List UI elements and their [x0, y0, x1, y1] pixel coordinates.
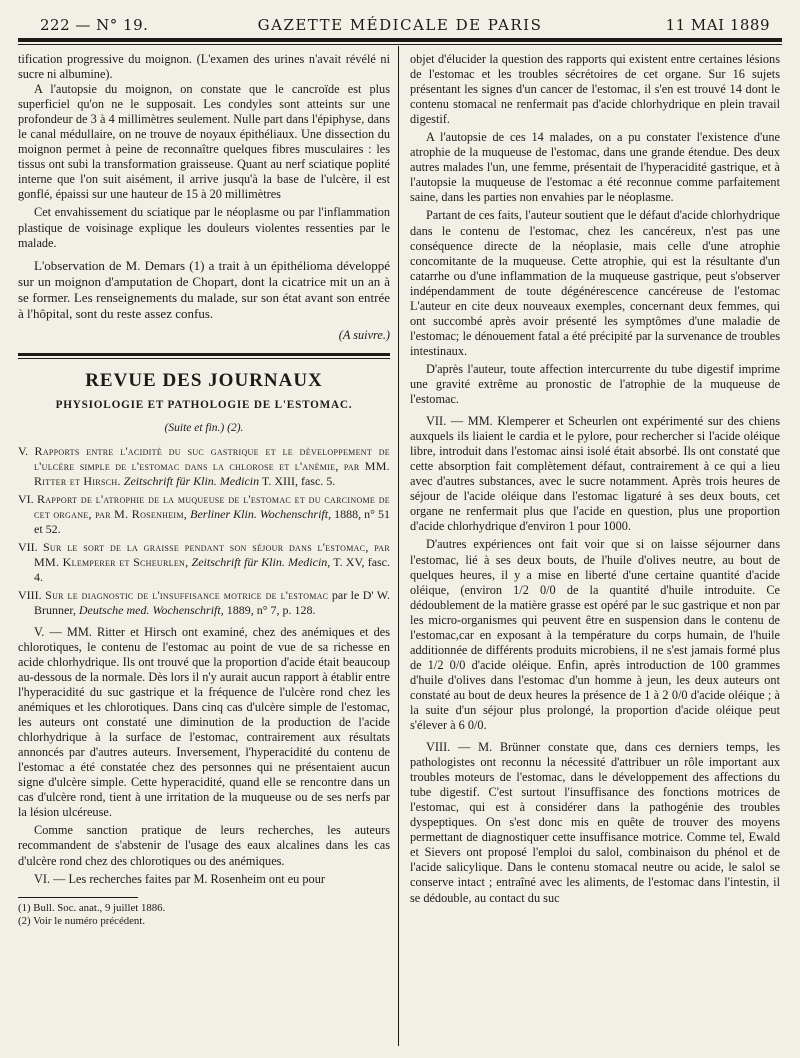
page-header [20, 12, 780, 36]
journal-title: GAZETTE MÉDICALE DE PARIS [257, 16, 543, 34]
paragraph: D'après l'auteur, toute affection intercurrente du tube digestif imprime une gravité extrême au pronostic de l'atrophie de la muqueuse de l'estomac. [410, 361, 780, 407]
footnote: (2) Voir le numéro précédent. [18, 915, 146, 928]
header-rule-thin [18, 44, 782, 45]
to-be-continued: (A suivre.) [338, 327, 390, 342]
section-rule [18, 353, 390, 356]
paragraph: L'observation de M. Demars (1) a trait à un épithélioma développé sur un moignon d'amputation de Chopart, dont la cicatrice mit un an à se former. Les renseignements du malade, sur son état avant son entrée à l'hôpital, sont du reste assez confus. [18, 257, 390, 321]
paragraph: A l'autopsie de ces 14 malades, on a pu constater l'existence d'une atrophie de la muqueuse de l'estomac, dans une grande étendue. Des deux autres malades l'un, une femme, présentait de l'hyperacidité gastrique, et à l'autopsie la muqueuse de l'estomac a été reconnue comme parfaitement saine, dans les parties non envahies par le néoplasme. [410, 130, 780, 205]
paragraph: VII. — MM. Klemperer et Scheurlen ont expérimenté sur des chiens auxquels ils liaient le cardia et le pylore, pour rechercher si l'acide oléique libre, introduit dans l'estomac ainsi isolé était absorbé. Ils ont constaté que cette absorption fait complètement défaut, contrairement à ce qui a lieu avec d'autres substances, avec le sucre notamment. Après trois heures de séjour de l'acide oléique dans l'estomac ligaturé à ses deux bouts, cet organe ne renfermait plus que l'acide en question, plus une proportion d'acide chlorhydrique d'environ 1 pour 1000. [410, 414, 780, 534]
paragraph: VI. — Les recherches faites par M. Rosenheim ont eu pour [34, 871, 325, 886]
footnote-rule [18, 897, 138, 898]
section-rule-thin [18, 358, 390, 359]
left-column [18, 52, 390, 929]
issue-date: 11 MAI 1889 [665, 16, 770, 34]
footnote: (1) Bull. Soc. anat., 9 juillet 1886. [18, 901, 166, 914]
page-number: 222 — N° 19. [40, 16, 149, 34]
suite-note: (Suite et fin.) (2). [164, 421, 244, 434]
paragraph: D'autres expériences ont fait voir que si on laisse séjourner dans l'estomac, lié à ses deux bouts, de l'huile d'olives neutre, au bout de quelques heures, il y a mise en liberté d'une certaine quantité d'acide oléique, (environ 1/2 0/0 de la quantité d'huile introduite. Ce dédoublement de la matière grasse est opéré par le suc gastrique et non par les micro-organismes qui peuvent être en suspension dans le contenu de l'estomac,car en exposant à la température du corps humain, de l'huile additionnée de différents produits microbiens, il ne s'est jamais formé plus de 1/2 0/0 d'acide oléique. Enfin, après introduction de 100 grammes d'huile d'olives dans l'estomac d'un homme à jeun, les deux auteurs ont constaté au bout de deux heures la présence de 1 à 2 0/0 d'acide oléique ; à la suite d'un séjour plus prolongé, la proportion d'acide oléique peut s'élever à 6 0/0. [410, 537, 780, 733]
reference-item: VII. Sur le sort de la graisse pendant son séjour dans l'estomac, par MM. Klemperer et Scheurlen, Zeitschrift für Klin. Medicin, T. XV, fasc. 4. [18, 539, 391, 584]
header-rule [18, 38, 782, 42]
reference-item: VI. Rapport de l'atrophie de la muqueuse de l'estomac et du carcinome de cet organe, par M. Rosenheim, Berliner Klin. Wochenschrift, 1888, n° 51 et 52. [18, 491, 390, 536]
paragraph: VIII. — M. Brünner constate que, dans ces derniers temps, les pathologistes ont reconnu la nécessité d'attribuer un rôle important aux troubles moteurs de l'estomac, dans le développement des affections du tube digestif. C'est surtout l'insuffisance des fonctions motrices de l'estomac, qui est à considérer dans la pathogénie des troubles dyspeptiques. On s'est donc mis en quête de trouver des moyens permettant de diagnostiquer cette insuffisance motrice. Comme tel, Ewald et Sievers ont proposé l'emploi du salol, combinaison du phénol et de l'acide salicylique. Dans le contenu stomacal neutre ou acide, le salol se conserve intact ; entraîné avec les aliments, de l'estomac dans l'intestin, il se dédouble, au contact du suc [410, 740, 780, 905]
section-subhead: PHYSIOLOGIE ET PATHOLOGIE DE L'ESTOMAC. [55, 398, 353, 411]
paragraph: Partant de ces faits, l'auteur soutient que le défaut d'acide chlorhydrique dans le contenu de l'estomac, chez les cancéreux, n'est pas une conséquence directe de la néoplasie, mais celle d'une atrophie concomitante de la muqueuse. Cette atrophie, qui est la résultante d'un catarrhe ou d'une inflammation de la muqueuse gastrique, peut s'observer indépendamment de toute dégénérescence cancéreuse de l'estomac L'auteur en cite deux nouveaux exemples, concernant deux femmes, qui ont succombé après avoir présenté les symptômes d'une maladie de l'estomac; le dénouement fatal a été précipité par la survenance de troubles intestinaux. [410, 208, 780, 358]
paragraph: tification progressive du moignon. (L'examen des urines n'avait révélé ni sucre ni albumine). [18, 52, 390, 82]
paragraph: Cet envahissement du sciatique par le néoplasme ou par l'inflammation plastique de voisinage explique les douleurs violentes ressenties par le malade. [18, 205, 390, 250]
reference-item: V. Rapports entre l'acidité du suc gastrique et le développement de l'ulcère simple de l'estomac dans la chlorose et l'anémie, par MM. Ritter et Hirsch. Zeitschrift für Klin. Medicin T. XIII, fasc. 5. [18, 443, 390, 488]
right-column [410, 52, 780, 906]
paragraph: V. — MM. Ritter et Hirsch ont examiné, chez des anémiques et des chlorotiques, le contenu de l'estomac au point de vue de sa richesse en acide chlorhydrique. Ils ont trouvé que la proportion d'acide était beaucoup au-dessous de la normale. Dès lors il n'y aurait aucun rapport à établir entre l'hyperacidité du suc gastrique et la fréquence de l'ulcère rond chez les anémiques et les chlorotiques. Dans cinq cas d'ulcère simple de l'estomac, les auteurs ont constaté une diminution de la production de l'acide chlorhydrique à la surface de l'estomac, contrairement aux résultats annoncés par d'autres auteurs. Inversement, l'hyperacidité du contenu de l'estomac a été constatée chez des personnes qui ne présentaient aucun signe d'ulcère simple. Cette hyperacidité, quand elle se rencontre dans un cas d'ulcère rond, tient à une irritation de la muqueuse ou de ses nerfs par la lésion ulcéreuse. [18, 624, 390, 820]
paragraph: objet d'élucider la question des rapports qui existent entre certaines lésions de l'estomac et les troubles sécrétoires de cet organe. Sur 16 sujets présentant les signes d'un cancer de l'estomac, il s'en est trouvé 14 dont le contenu stomacal ne renfermait pas d'acide chlorhydrique en plein travail digestif. [410, 52, 780, 127]
paragraph: Comme sanction pratique de leurs recherches, les auteurs recommandent de s'abstenir de l'usage des eaux alcalines dans les cas d'ulcère rond chez des chlorotiques ou des anémiques. [18, 823, 390, 868]
section-title: REVUE DES JOURNAUX [85, 369, 323, 391]
column-divider [398, 46, 399, 1046]
paragraph: A l'autopsie du moignon, on constate que le cancroïde est plus superficiel qu'on ne le supposait. Les condyles sont atteints sur une profondeur de 3 à 4 millimètres seulement. Nulle part dans l'épiphyse, dans le canal médullaire, on ne trouve de noyaux épithéliaux. Une dissection du moignon permet à peine de reconnaître quelques fibres musculaires : les tissus ont subi la transformation graisseuse. Quant au nerf sciatique poplité interne que l'on suit aisément, il arrive jusqu'à la base de l'ulcère, il est gonflé, épaissi sur une hauteur de 15 à 20 millimètres [18, 82, 390, 202]
reference-item: VIII. Sur le diagnostic de l'insuffisance motrice de l'estomac par le D' W. Brunner, Deutsche med. Wochenschrift, 1889, n° 7, p. 128. [18, 587, 391, 617]
